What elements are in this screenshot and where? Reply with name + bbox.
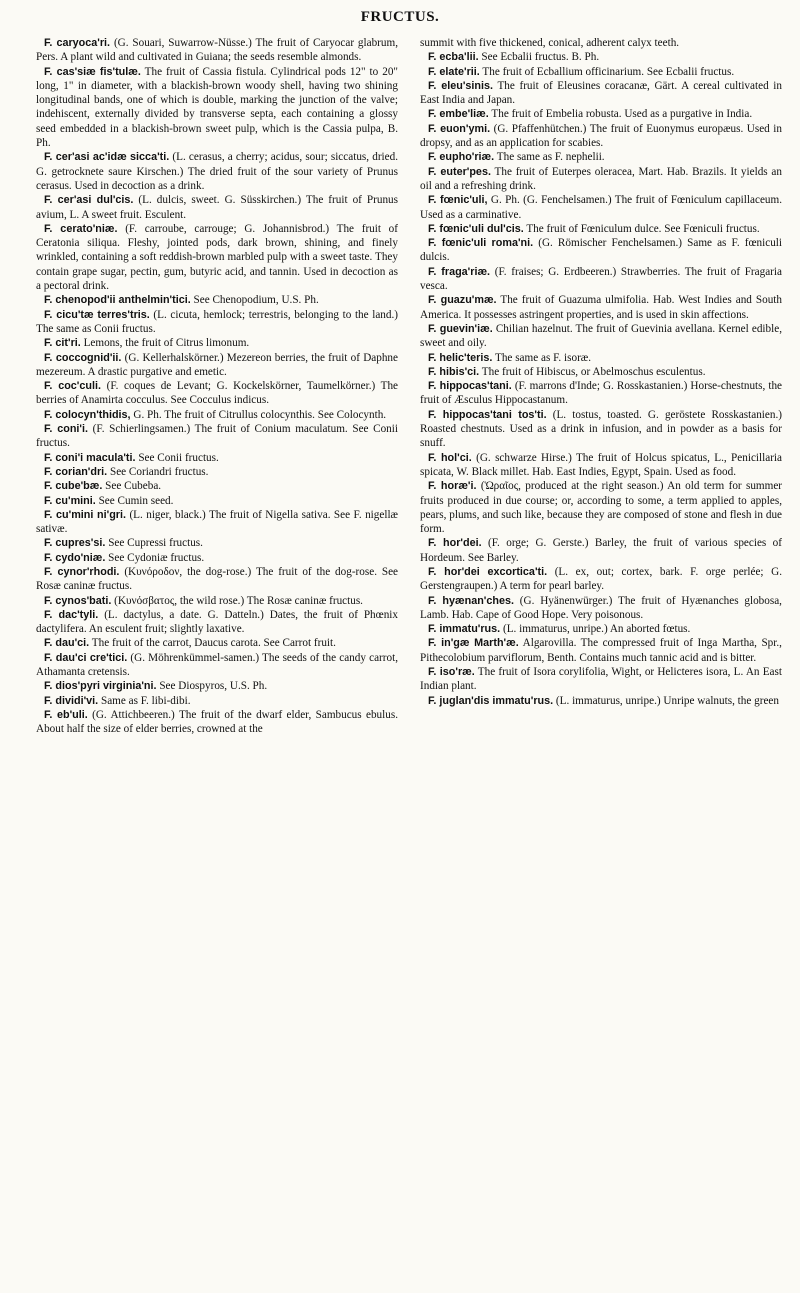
entry-text: (L. ex, out; cortex, bark. F. orge perlée; G. Gerstengraupen.) A term for pearl barley. <box>420 565 782 593</box>
entry-text: See Cubeba. <box>105 480 162 493</box>
entry-term: F. cube'bæ. <box>44 480 103 493</box>
entry-text: See Coriandri fructus. <box>109 465 209 478</box>
entry-text: (G. schwarze Hirse.) The fruit of Holcus spicatus, L., Penicillaria spicata, W. Black millet. Hab. East Indies, Egypt, Spain. Used as food. <box>420 451 783 478</box>
entry-text: (G. Möhrenkümmel-samen.) The seeds of the candy carrot, Athamanta cretensis. <box>36 651 399 679</box>
dictionary-entry <box>36 508 398 537</box>
entry-text: (L. tostus, toasted. G. geröstete Rosskastanien.) Roasted chestnuts. Used as a drink in infusion, and in powder as a basis for snuff. <box>420 408 782 450</box>
entry-term: F. eupho'riæ. <box>428 151 495 164</box>
dictionary-entry <box>36 379 398 408</box>
dictionary-entry <box>420 165 782 194</box>
dictionary-entry <box>420 622 782 636</box>
entry-text: (G. Kellerhalskörner.) Mezereon berries, the fruit of Daphne mezereum. A drastic purgative and emetic. <box>36 351 398 378</box>
entry-text: See Conii fructus. <box>138 451 219 464</box>
entry-text: The fruit of Ecballium officinarium. See Ecbalii fructus. <box>482 65 735 78</box>
entry-text: (G. Souari, Suwarrow-Nüsse.) The fruit of Caryocar glabrum, Pers. A plant wild and cultivated in Guiana; the seeds resemble almonds. <box>36 37 398 64</box>
dictionary-entry <box>36 308 398 337</box>
entry-term: F. cit'ri. <box>44 337 81 350</box>
dictionary-entry <box>36 465 398 479</box>
entry-term: F. immatu'rus. <box>428 623 501 636</box>
entry-term: F. in'gæ Marth'æ. <box>428 637 519 650</box>
entry-term: F. corian'dri. <box>44 465 108 478</box>
entry-term: F. euon'ymi. <box>428 122 491 135</box>
dictionary-entry <box>420 479 782 536</box>
dictionary-entry <box>420 122 782 151</box>
dictionary-entry <box>36 336 398 350</box>
entry-term: F. guazu'mæ. <box>428 294 497 307</box>
entry-text: (F. coques de Levant; G. Kockelskörner, Taumelkörner.) The berries of Anamirta cocculus. See Cocculus indicus. <box>36 380 399 407</box>
dictionary-entry <box>36 536 398 550</box>
entry-text: (F. marrons d'Inde; G. Rosskastanien.) Horse-chestnuts, the fruit of Æsculus Hippocastanum. <box>420 380 782 407</box>
entry-term: F. hibis'ci. <box>428 365 480 378</box>
dictionary-entry <box>36 551 398 565</box>
entry-text: The same as F. isoræ. <box>495 351 592 364</box>
dictionary-entry <box>420 265 782 294</box>
dictionary-entry <box>36 222 398 293</box>
entry-term: F. eb'uli. <box>44 708 88 721</box>
dictionary-entry <box>36 594 398 608</box>
dictionary-entry <box>420 79 782 108</box>
dictionary-entry <box>420 379 782 408</box>
entry-term: F. cynos'bati. <box>44 594 112 607</box>
dictionary-entry <box>420 222 782 236</box>
dictionary-entry <box>36 293 398 307</box>
entry-term: F. fraga'riæ. <box>428 265 491 278</box>
dictionary-entry <box>36 679 398 693</box>
entry-term: F. hyænan'ches. <box>428 594 514 607</box>
entry-text: (G. Hyänenwürger.) The fruit of Hyænanches globosa, Lamb. Hab. Cape of Good Hope. Very poisonous. <box>420 594 782 621</box>
entry-text: (G. Pfaffenhütchen.) The fruit of Euonymus europæus. Used in dropsy, and as an application for scabies. <box>420 122 782 150</box>
dictionary-entry <box>420 107 782 121</box>
entry-text: The fruit of Fœniculum dulce. See Fœniculi fructus. <box>526 222 760 235</box>
entry-term: F. coni'i. <box>44 423 88 436</box>
entry-term: F. cas'siæ fis'tulæ. <box>44 65 141 78</box>
dictionary-entry <box>36 608 398 637</box>
dictionary-entry <box>36 636 398 650</box>
left-column <box>36 36 398 737</box>
entry-text: Lemons, the fruit of Citrus limonum. <box>83 337 250 350</box>
dictionary-entry <box>36 150 398 193</box>
entry-text: The fruit of Guazuma ulmifolia. Hab. West Indies and South America. It possesses astringent properties, and is used in skin affections. <box>420 294 782 321</box>
entry-text: (L. niger, black.) The fruit of Nigella sativa. See F. nigellæ sativæ. <box>36 508 399 536</box>
entry-text: (L. cerasus, a cherry; acidus, sour; siccatus, dried. G. getrocknete saure Kirschen.) The dried fruit of the sour variety of Prunus cerasus. Used in decoction as a drink. <box>36 151 399 192</box>
entry-term: F. euter'pes. <box>428 165 491 178</box>
dictionary-entry <box>420 322 782 351</box>
entry-text: (G. Römischer Fenchelsamen.) Same as F. fœniculi dulcis. <box>420 237 783 264</box>
entry-text: Chilian hazelnut. The fruit of Guevinia avellana. Kernel edible, sweet and oily. <box>420 322 782 350</box>
entry-term: F. colocyn'thidis, <box>44 408 131 421</box>
entry-text: The fruit of Hibiscus, or Abelmoschus esculentus. <box>481 365 706 378</box>
dictionary-entry <box>36 694 398 708</box>
dictionary-entry <box>420 694 782 708</box>
entry-term: F. dau'ci. <box>44 637 90 650</box>
entry-text: (L. cicuta, hemlock; terrestris, belonging to the land.) The same as Conii fructus. <box>36 308 399 335</box>
entry-text: The same as F. nephelii. <box>496 151 605 164</box>
dictionary-entry <box>36 422 398 451</box>
dictionary-entry <box>420 150 782 164</box>
entry-term: F. cer'asi ac'idæ sicca'ti. <box>44 151 170 164</box>
entry-text: See Cydoniæ fructus. <box>108 551 205 564</box>
entry-term: F. hol'ci. <box>428 451 472 464</box>
entry-term: F. ecba'lii. <box>428 51 479 64</box>
entry-term: F. guevin'iæ. <box>428 322 493 335</box>
dictionary-entry <box>36 65 398 151</box>
dictionary-entry <box>420 193 782 222</box>
right-column <box>420 36 782 708</box>
entry-term: F. cer'asi dul'cis. <box>44 194 134 207</box>
entry-text: (G. Attichbeeren.) The fruit of the dwarf elder, Sambucus ebulus. About half the size of elder berries, crowned at the <box>36 708 398 736</box>
dictionary-entry <box>420 50 782 64</box>
entry-text: The fruit of Cassia fistula. Cylindrical pods 12" to 20" long, 1" in diameter, with a blackish-brown woody shell, having two shining longitudinal bands, one of which is double, marking the junction of the valve; indehiscent, externally divided by transverse septa, each containing a glossy seed embedded in a blackish-brown sweet pulp, which is the Cassia pulpa, B. Ph. <box>36 65 398 150</box>
entry-term: F. eleu'sinis. <box>428 79 494 92</box>
dictionary-entry <box>420 451 782 480</box>
entry-term: F. dividi'vi. <box>44 694 99 707</box>
entry-term: F. dac'tyli. <box>44 608 99 621</box>
entry-text: Algarovilla. The compressed fruit of Inga Martha, Spr., Pithecolobium parviflorum, Benth. Contains much tannic acid and is bitter. <box>420 637 782 664</box>
entry-text: See Chenopodium, U.S. Ph. <box>193 294 319 307</box>
entry-text: (Ὡραῖος, produced at the right season.) An old term for summer fruits produced in due course; or, according to some, a term applied to apples, pears, plums, and such like, because they are composed of stone and flesh in due form. <box>420 480 783 536</box>
entry-text: (F. orge; G. Gerste.) Barley, the fruit of various species of Hordeum. See Barley. <box>420 537 783 564</box>
dictionary-entry <box>36 479 398 493</box>
entry-term: F. juglan'dis immatu'rus. <box>428 694 554 707</box>
page-header: FRUCTUS. <box>360 9 440 25</box>
entry-text: See Cumin seed. <box>98 494 174 507</box>
entry-term: F. cupres'si. <box>44 537 106 550</box>
entry-text: The fruit of the carrot, Daucus carota. See Carrot fruit. <box>91 637 336 650</box>
entry-text: Same as F. libi-dibi. <box>100 694 191 707</box>
entry-term: F. cu'mini ni'gri. <box>44 508 126 521</box>
dictionary-entry <box>36 708 398 737</box>
entry-text: (L. dulcis, sweet. G. Süsskirchen.) The fruit of Prunus avium, L. A sweet fruit. Esculent. <box>36 194 398 221</box>
entry-term: F. fœnic'uli roma'ni. <box>428 237 534 250</box>
entry-term: F. fœnic'uli, <box>428 194 488 207</box>
dictionary-entry <box>420 636 782 665</box>
entry-term: F. fœnic'uli dul'cis. <box>428 222 524 235</box>
dictionary-entry <box>420 594 782 623</box>
dictionary-entry <box>420 365 782 379</box>
entry-text: (L. immaturus, unripe.) An aborted fœtus. <box>502 623 691 636</box>
entry-text: (F. carroube, carrouge; G. Johannisbrod.) The fruit of Ceratonia siliqua. Fleshy, jointed pods, dark brown, shining, and finely wrinkled, containing a soft reddish-brown marbled pulp with a sweet taste. They contain grape sugar, pectin, gum, butyric acid, and tannin. Used in decoction as a pectoral drink. <box>36 222 399 293</box>
dictionary-entry <box>36 193 398 222</box>
entry-text: (Κυνόσβατος, the wild rose.) The Rosæ caninæ fructus. <box>114 594 363 607</box>
entry-term: F. hippocas'tani tos'ti. <box>428 408 547 421</box>
entry-term: F. hippocas'tani. <box>428 380 512 393</box>
entry-term: F. iso'ræ. <box>428 666 475 679</box>
entry-term: F. cicu'tæ terres'tris. <box>44 308 150 321</box>
dictionary-entry <box>420 65 782 79</box>
entry-text: See Ecbalii fructus. B. Ph. <box>481 51 600 64</box>
entry-text: (F. Schierlingsamen.) The fruit of Conium maculatum. See Conii fructus. <box>36 423 398 450</box>
entry-term: F. cu'mini. <box>44 494 96 507</box>
entry-text: (L. dactylus, a date. G. Datteln.) Dates, the fruit of Phœnix dactylifera. An esculent fruit; slightly laxative. <box>36 608 399 636</box>
entry-text: The fruit of Eleusines coracanæ, Gärt. A cereal cultivated in East India and Japan. <box>420 79 782 107</box>
entry-term: F. coni'i macula'ti. <box>44 451 136 464</box>
dictionary-entry <box>420 351 782 365</box>
dictionary-entry <box>36 36 398 65</box>
entry-term: F. dios'pyri virginia'ni. <box>44 680 157 693</box>
entry-text: The fruit of Isora corylifolia, Wight, or Helicteres isora, L. An East Indian plant. <box>420 666 782 693</box>
entry-term: F. coccognid'ii. <box>44 351 122 364</box>
dictionary-entry <box>420 236 782 265</box>
entry-text: The fruit of Euterpes oleracea, Mart. Hab. Brazils. It yields an oil and a refreshing drink. <box>420 165 782 192</box>
entry-term: F. cerato'niæ. <box>44 222 118 235</box>
entry-term: F. coc'culi. <box>44 380 101 393</box>
entry-text: (F. fraises; G. Erdbeeren.) Strawberries. The fruit of Fragaria vesca. <box>420 265 782 293</box>
entry-term: F. elate'rii. <box>428 65 480 78</box>
dictionary-entry <box>36 408 398 422</box>
dictionary-entry <box>36 494 398 508</box>
entry-text: (L. immaturus, unripe.) Unripe walnuts, the green <box>555 694 779 707</box>
entry-text: The fruit of Embelia robusta. Used as a purgative in India. <box>491 108 753 121</box>
dictionary-entry <box>420 565 782 594</box>
entry-term: F. helic'teris. <box>428 351 493 364</box>
entry-text: (Κυνόροδον, the dog-rose.) The fruit of the dog-rose. See Rosæ caninæ fructus. <box>36 565 399 593</box>
dictionary-entry <box>420 293 782 322</box>
entry-text: See Cupressi fructus. <box>108 537 203 550</box>
entry-term: F. dau'ci cre'tici. <box>44 651 128 664</box>
entry-text: G. Ph. (G. Fenchelsamen.) The fruit of Fœniculum capillaceum. Used as a carminative. <box>420 194 782 221</box>
entry-term: F. chenopod'ii anthelmin'tici. <box>44 294 191 307</box>
entry-text: See Diospyros, U.S. Ph. <box>159 680 268 693</box>
entry-term: F. hor'dei excortica'ti. <box>428 565 548 578</box>
entry-text: summit with five thickened, conical, adherent calyx teeth. <box>420 37 680 49</box>
entry-term: F. cydo'niæ. <box>44 551 106 564</box>
dictionary-entry <box>36 651 398 680</box>
entry-term: F. horæ'i. <box>428 480 477 493</box>
dictionary-entry <box>36 351 398 380</box>
entry-term: F. embe'liæ. <box>428 108 489 121</box>
entry-term: F. cynor'rhodi. <box>44 565 120 578</box>
entry-term: F. caryoca'ri. <box>44 37 111 49</box>
dictionary-entry <box>36 565 398 594</box>
dictionary-entry <box>36 451 398 465</box>
dictionary-entry <box>420 665 782 694</box>
dictionary-entry <box>420 408 782 451</box>
entry-text: G. Ph. The fruit of Citrullus colocynthis. See Colocynth. <box>133 408 387 421</box>
dictionary-entry <box>420 536 782 565</box>
entry-term: F. hor'dei. <box>428 537 482 550</box>
dictionary-entry <box>420 36 782 50</box>
